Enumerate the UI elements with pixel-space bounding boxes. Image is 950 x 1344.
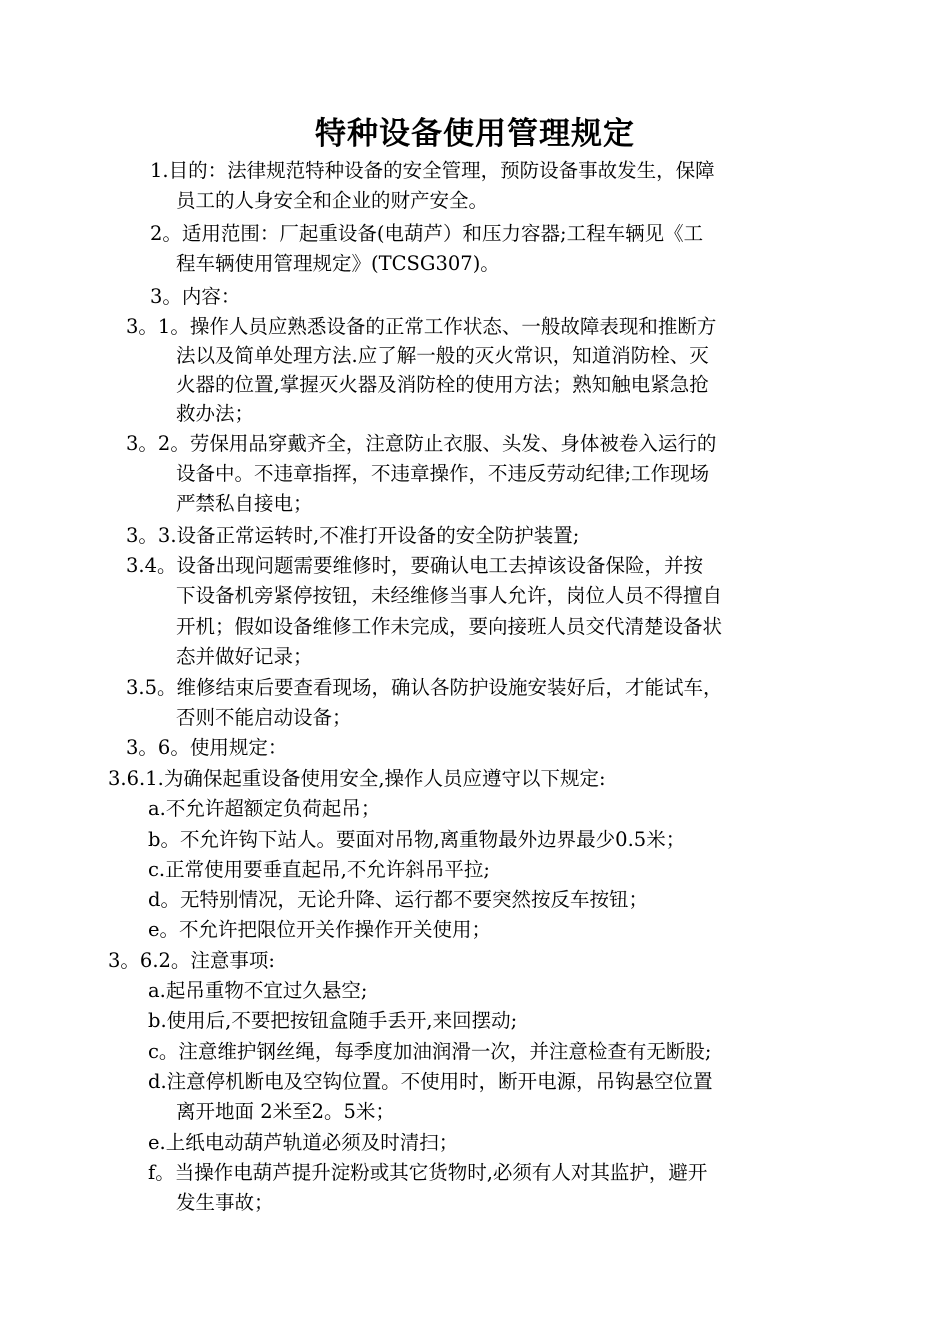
text-line-3-4-cont: 开机；假如设备维修工作未完成，要向接班人员交代清楚设备状 [176, 615, 723, 638]
text-line-3-3: 3。3.设备正常运转时,不准打开设备的安全防护装置; [126, 524, 580, 547]
list-item-f-cont: 发生事故； [176, 1191, 274, 1214]
text-line-3-6-1: 3.6.1.为确保起重设备使用安全,操作人员应遵守以下规定: [108, 767, 606, 790]
text-line-3-6-2: 3。6.2。注意事项: [108, 949, 275, 972]
text-line-content: 3。内容： [150, 285, 241, 308]
text-line-3-5-cont: 否则不能启动设备； [176, 706, 352, 729]
text-line-scope: 2。适用范围：厂起重设备(电葫芦）和压力容器;工程车辆见《工 [150, 222, 704, 245]
list-item-a: a.不允许超额定负荷起吊； [148, 797, 381, 820]
text-line-3-4-cont: 态并做好记录； [176, 645, 313, 668]
list-item-c: c.正常使用要垂直起吊,不允许斜吊平拉; [148, 858, 490, 881]
text-line-3-2-cont: 设备中。不违章指挥，不违章操作，不违反劳动纪律;工作现场 [176, 462, 710, 485]
list-item-e: e。不允许把限位开关作操作开关使用； [148, 918, 492, 941]
text-line-scope-cont: 程车辆使用管理规定》(TCSG307)。 [176, 252, 500, 275]
text-line-3-4-cont: 下设备机旁紧停按钮，未经维修当事人允许，岗位人员不得擅自 [176, 584, 723, 607]
document-title: 特种设备使用管理规定 [315, 116, 635, 152]
text-line-3-4: 3.4。设备出现问题需要维修时，要确认电工去掉该设备保险，并按 [126, 554, 704, 577]
list-item-b: b.使用后,不要把按钮盒随手丢开,来回摆动; [148, 1009, 518, 1032]
text-line-3-5: 3.5。维修结束后要查看现场，确认各防护设施安装好后，才能试车， [126, 676, 723, 699]
text-line-3-1-cont: 救办法； [176, 402, 255, 425]
list-item-d: d.注意停机断电及空钩位置。不使用时，断开电源，吊钩悬空位置 [148, 1070, 713, 1093]
list-item-d-cont: 离开地面 2米至2。5米； [176, 1100, 395, 1123]
text-line-3-2: 3。2。劳保用品穿戴齐全，注意防止衣服、头发、身体被卷入运行的 [126, 432, 717, 455]
text-line-3-1-cont: 火器的位置,掌握灭火器及消防栓的使用方法；熟知触电紧急抢 [176, 373, 709, 396]
list-item-f: f。当操作电葫芦提升淀粉或其它货物时,必须有人对其监护，避开 [148, 1161, 708, 1184]
list-item-d: d。无特别情况，无论升降、运行都不要突然按反车按钮； [148, 888, 648, 911]
text-line-3-1-cont: 法以及简单处理方法.应了解一般的灭火常识，知道消防栓、灭 [176, 344, 709, 367]
list-item-c: c。注意维护钢丝绳，每季度加油润滑一次，并注意检查有无断股; [148, 1040, 712, 1063]
text-line-purpose-cont: 员工的人身安全和企业的财产安全。 [176, 189, 489, 212]
text-line-3-1: 3。1。操作人员应熟悉设备的正常工作状态、一般故障表现和推断方 [126, 315, 717, 338]
list-item-a: a.起吊重物不宜过久悬空; [148, 979, 368, 1002]
text-line-3-6: 3。6。使用规定： [126, 736, 288, 759]
list-item-b: b。不允许钩下站人。要面对吊物,离重物最外边界最少0.5米； [148, 828, 686, 851]
text-line-purpose: 1.目的：法律规范特种设备的安全管理，预防设备事故发生，保障 [150, 159, 715, 182]
list-item-e: e.上纸电动葫芦轨道必须及时清扫； [148, 1131, 459, 1154]
text-line-3-2-cont: 严禁私自接电； [176, 492, 313, 515]
